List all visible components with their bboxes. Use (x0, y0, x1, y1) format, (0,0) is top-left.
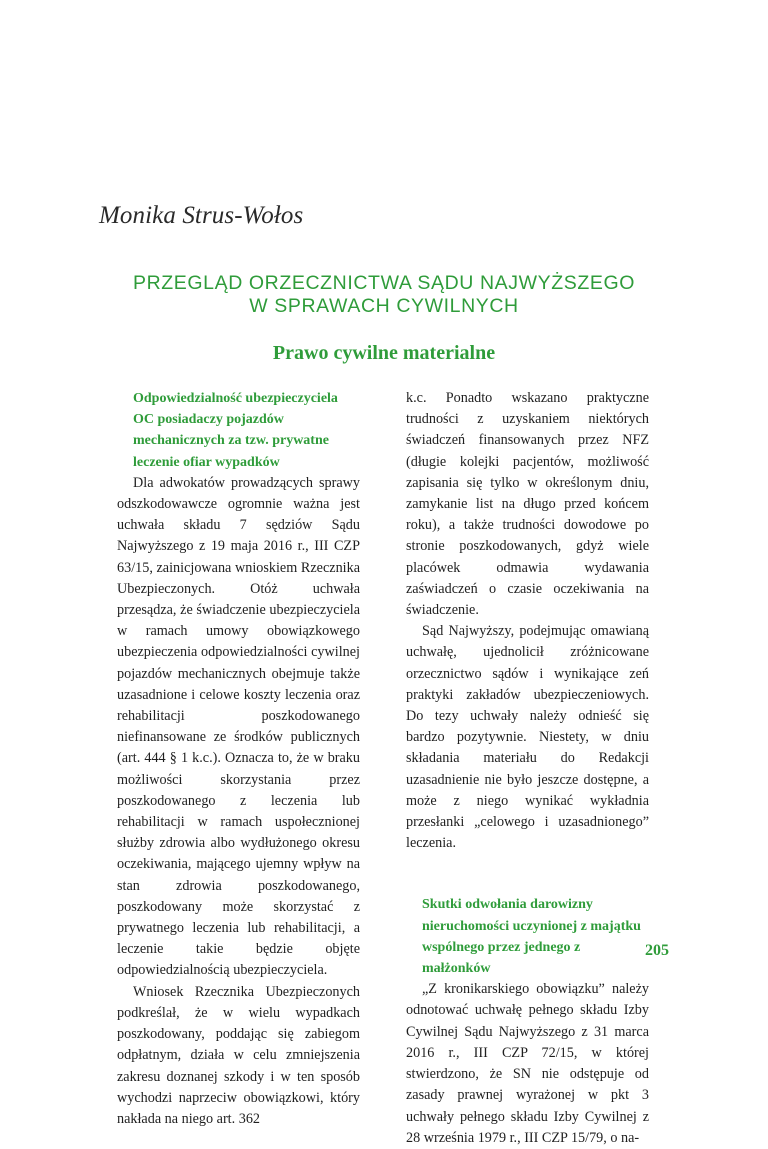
left-paragraph-1: Dla adwokatów prowadzących sprawy odszkodowawcze ogromnie ważna jest uchwała składu 7 sędziów Sądu Najwyższego z 19 maja 2016 r., III CZP 63/15, zainicjowana wnioskiem Rzecznika Ubezpieczonych. Otóż uchwała przesądza, że świadczenie ubezpieczyciela w ramach umowy obowiązkowego ubezpieczenia odpowiedzialności cywilnej pojazdów mechanicznych obejmuje także uzasadnione i celowe koszty leczenia oraz rehabilitacji poszkodowanego niefinansowane ze środków publicznych (art. 444 § 1 k.c.). Oznacza to, że w braku możliwości skorzystania przez poszkodowanego z leczenia lub rehabilitacji w ramach uspołecznionej służby zdrowia albo wydłużonego okresu oczekiwania, mającego ujemny wpływ na stan zdrowia poszkodowanego, poszkodowany może skorzystać z prywatnego leczenia lub rehabilitacji, a leczenie takie będzie objęte odpowiedzialnością ubezpieczyciela. (117, 474, 360, 979)
section-heading: Prawo cywilne materialne (272, 342, 496, 364)
article-title (0, 272, 768, 318)
left-column (117, 388, 360, 1130)
author-name: Monika Strus-Wołos (99, 202, 304, 229)
right-continuation: k.c. Ponadto wskazano praktyczne trudności z uzyskaniem niektórych świadczeń finansowanych przez NFZ (długie kolejki pacjentów, możliwość zapisania się tylko w określonym dniu, zamykanie list na długo przed końcem roku), a także trudności dowodowe po stronie poszkodowanych, gdyż wiele placówek odmawia wydawania zaświadczeń o czasie oczekiwania na świadczenie. (406, 390, 649, 619)
title-line-1: PRZEGLĄD ORZECZNICTWA SĄDU NAJWYŻSZEGO (132, 272, 636, 294)
right-subheading: Skutki odwołania darowizny nieruchomości uczynionej z majątku wspólnego przez jednego z małżonków (422, 897, 641, 977)
left-paragraph-2: Wniosek Rzecznika Ubezpieczonych podkreślał, że w wielu wypadkach poszkodowany, poddając się zabiegom odpłatnym, działa w celu zmniejszenia zakresu doznanej szkody i w ten sposób wychodzi naprzeciw obowiązkowi, który nakłada na niego art. 362 (117, 983, 360, 1127)
right-paragraph-2: „Z kronikarskiego obowiązku” należy odnotować uchwałę pełnego składu Izby Cywilnej Sądu Najwyższego z 31 marca 2016 r., III CZP 72/15, w której stwierdzono, że SN nie odstępuje od zasady prawnej wyrażonej w pkt 3 uchwały pełnego składu Izby Cywilnej z 28 września 1979 r., III CZP 15/79, o na- (406, 981, 649, 1146)
left-subheading: Odpowiedzialność ubezpieczyciela OC posiadaczy pojazdów mechanicznych za tzw. prywatne leczenie ofiar wypadków (133, 391, 338, 470)
title-line-2: W SPRAWACH CYWILNYCH (249, 295, 519, 317)
right-column (406, 388, 649, 1149)
page-number: 205 (645, 942, 669, 959)
right-paragraph-1: Sąd Najwyższy, podejmując omawianą uchwałę, ujednolicił zróżnicowane orzecznictwo sądów i wynikające zeń praktyki zakładów ubezpieczeniowych. Do tezy uchwały należy odnieść się bardzo pozytywnie. Niestety, w dniu składania materiału do Redakcji uzasadnienie nie było jeszcze dostępne, a może z niego wynikać wykładnia przesłanki „celowego i uzasadnionego” leczenia. (406, 623, 649, 852)
